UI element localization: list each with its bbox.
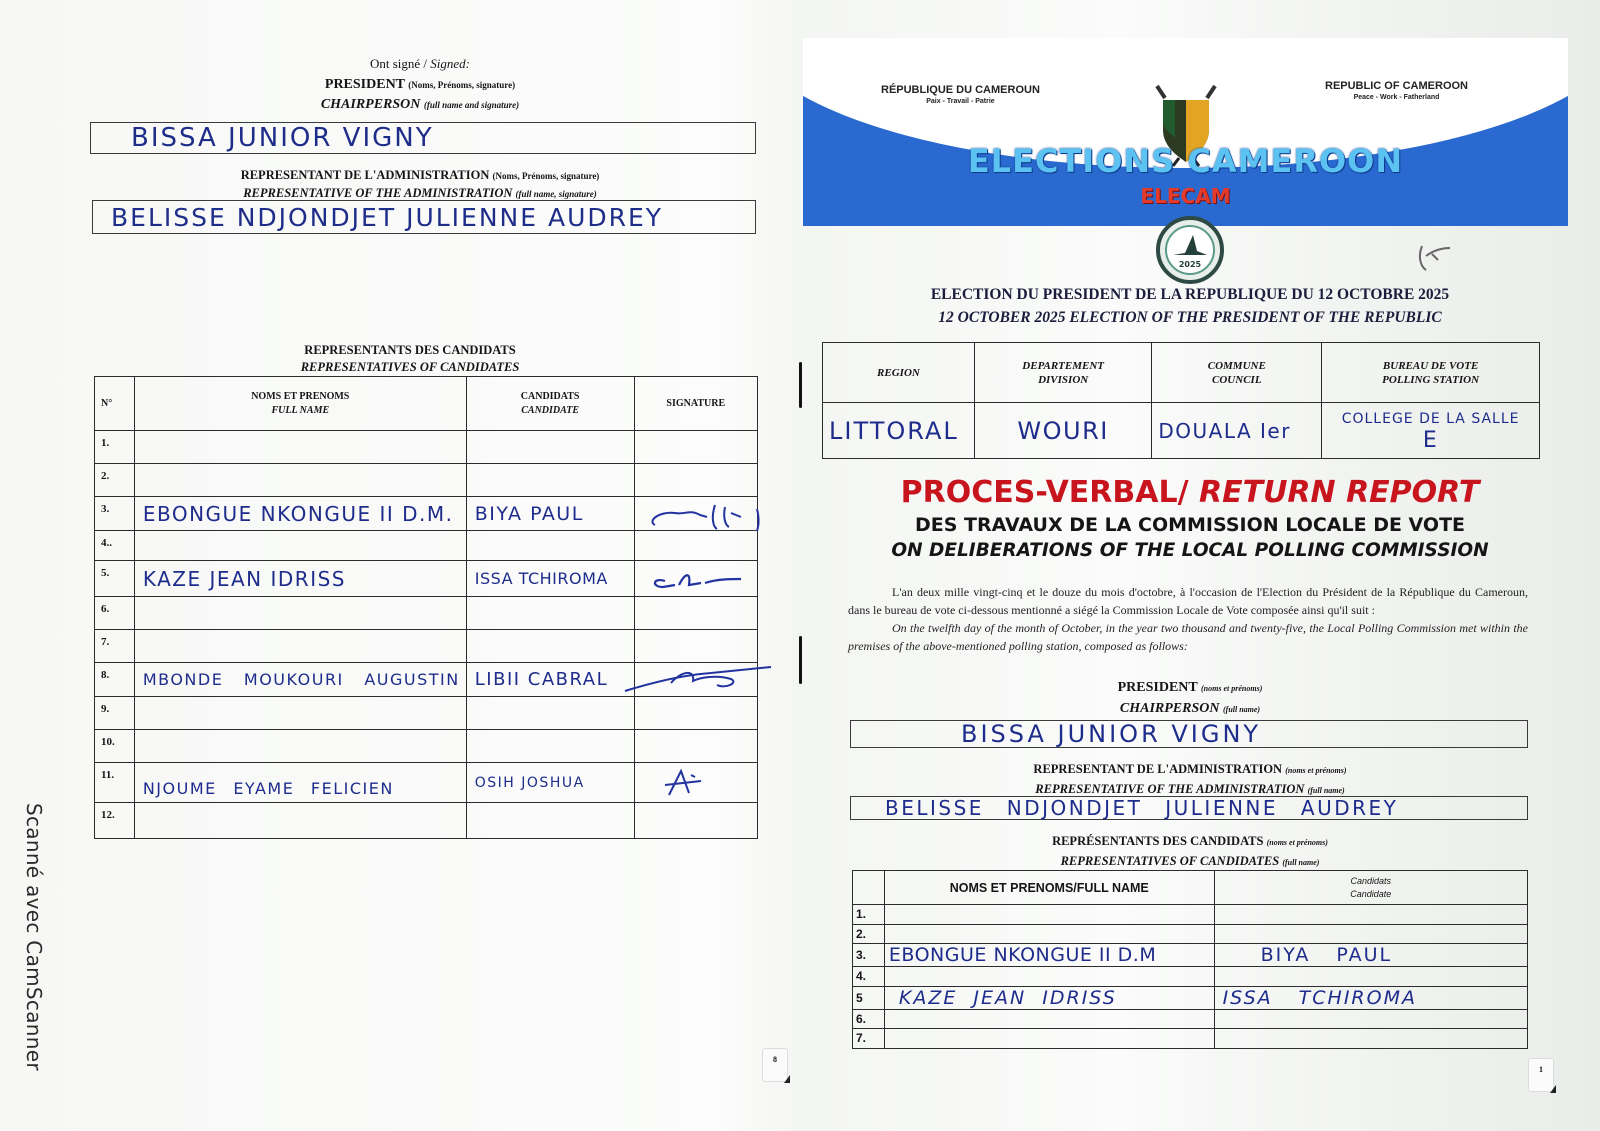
col-num: N° [95,377,135,431]
page-fold-icon [784,1075,790,1083]
candidates-reps-table-right [852,870,1528,1049]
candidate-cell[interactable]: ISSA TCHIROMA [466,561,634,597]
rep-name-cell[interactable] [134,803,466,839]
location-value-row [823,403,1540,459]
admin-name-right: BELISSE NDJONDJET JULIENNE AUDREY [885,796,1399,820]
handwritten-signature-icon [661,767,711,799]
signature-cell[interactable] [634,561,757,597]
table-row [853,967,1528,987]
candidate-cell[interactable] [466,803,634,839]
polling-station-line2: E [1422,427,1439,453]
intro-paragraph [848,583,1528,655]
admin-label-right-en: REPRESENTATIVE OF THE ADMINISTRATION [1035,782,1305,796]
council-value[interactable]: DOUALA Ier [1152,403,1322,459]
col-council-en: COUNCIL [1212,373,1262,386]
table-row [95,630,758,663]
admin-name: BELISSE NDJONDJET JULIENNE AUDREY [111,202,664,232]
candidate-cell[interactable] [1214,967,1527,987]
signature-cell[interactable] [634,803,757,839]
signed-fr: Ont signé / [369,56,428,71]
candidate-cell[interactable] [1214,1009,1527,1029]
report-title [800,475,1580,510]
signature-cell[interactable] [634,630,757,663]
page-number-text: 1 [1539,1065,1543,1074]
rep-name-cell[interactable]: EBONGUE NKONGUE II D.M [884,944,1214,967]
elecam-seal-icon [1155,215,1225,285]
col-polling-en: POLLING STATION [1382,373,1480,386]
col-signature: SIGNATURE [634,377,757,431]
table-row [853,1009,1528,1029]
row-num: 10. [95,730,135,763]
candidates-title-right-en: REPRESENTATIVES OF CANDIDATES [1060,854,1280,868]
motto-fr: Paix - Travail - Patrie [926,98,995,105]
org-name: ELECTIONS CAMEROON [967,142,1404,180]
col-candidate [466,377,634,431]
table-row [853,1029,1528,1049]
chairperson-label-right-text: CHAIRPERSON [1119,701,1220,716]
col-council [1152,343,1322,403]
col-candidate [1214,871,1527,905]
division-value[interactable]: WOURI [974,403,1151,459]
page-number-text: 8 [773,1055,777,1064]
rep-name-cell[interactable]: MBONDE MOUKOURI AUGUSTIN [134,663,466,697]
rep-name-cell[interactable] [884,1009,1214,1029]
seal-year: 2025 [1178,260,1202,269]
row-num: 4. [853,967,885,987]
admin-name-field[interactable] [92,200,756,234]
table-row [853,944,1528,967]
rep-name-cell[interactable] [134,730,466,763]
left-page [50,30,790,1100]
candidate-cell[interactable]: BIYA PAUL [1214,944,1527,967]
candidate-cell[interactable] [466,697,634,730]
col-candidate-en: CANDIDATE [521,404,580,416]
row-num: 6. [853,1009,885,1029]
location-header-row [823,343,1540,403]
rep-name-cell[interactable] [134,464,466,497]
republic-fr-text: RÉPUBLIQUE DU CAMEROUN [881,84,1040,96]
admin-label-right [800,760,1580,800]
candidates-title-right [800,832,1580,872]
rep-name-cell[interactable] [884,905,1214,925]
col-region-fr: REGION [877,366,920,379]
report-title-fr: PROCES-VERBAL/ [900,475,1189,510]
handwritten-signature-icon [621,663,791,695]
row-num: 2. [853,924,885,944]
rep-name-cell[interactable] [134,531,466,561]
location-table [822,342,1540,459]
report-title-en: RETURN REPORT [1199,475,1480,510]
rep-name-cell[interactable]: NJOUME EYAME FELICIEN [134,763,466,803]
chairperson-label-text: CHAIRPERSON [320,97,421,112]
col-candidate-fr: Candidats [1350,875,1392,886]
president-name-right: BISSA JUNIOR VIGNY [961,720,1262,748]
candidate-cell[interactable] [466,730,634,763]
president-name-field[interactable] [90,122,756,154]
col-division [974,343,1151,403]
initial-mark-icon [1412,240,1452,276]
row-num: 5. [95,561,135,597]
row-num: 8. [95,663,135,697]
table-row [95,803,758,839]
col-region [823,343,975,403]
admin-label-fr: REPRESENTANT DE L'ADMINISTRATION [240,168,490,182]
row-num: 7. [95,630,135,663]
rep-name-cell[interactable] [134,597,466,630]
table-row [95,697,758,730]
table-row [95,464,758,497]
rep-name-cell[interactable] [134,697,466,730]
signature-cell[interactable] [634,497,757,531]
admin-label [50,167,790,203]
rep-name-cell[interactable] [884,924,1214,944]
table-row [95,561,758,597]
signature-cell[interactable] [634,531,757,561]
row-num: 7. [853,1029,885,1049]
table-row [95,663,758,697]
signature-cell[interactable] [634,697,757,730]
election-title-en: 12 OCTOBER 2025 ELECTION OF THE PRESIDENT OF THE REPUBLIC [938,309,1442,326]
camscanner-watermark: Scanné avec CamScanner [22,803,46,1071]
table-row [853,924,1528,944]
president-note: (Noms, Prénoms, signature) [408,80,516,90]
report-subtitle-en: ON DELIBERATIONS OF THE LOCAL POLLING COMMISSION [891,540,1489,561]
report-subtitle-fr: DES TRAVAUX DE LA COMMISSION LOCALE DE VOTE [914,514,1466,536]
table-row [95,497,758,531]
candidate-cell[interactable] [1214,905,1527,925]
handwritten-signature-icon [645,501,775,533]
row-num: 11. [95,763,135,803]
admin-name-field-right[interactable] [850,796,1528,820]
admin-label-right-fr: REPRESENTANT DE L'ADMINISTRATION [1033,762,1283,776]
candidates-note-right-fr: (noms et prénoms) [1266,838,1328,847]
org-acronym: ELECAM [1140,184,1231,208]
row-num: 1. [853,905,885,925]
president-name-field-right[interactable] [850,720,1528,748]
president-note-right: (noms et prénoms) [1201,684,1263,693]
intro-fr-text: L'an deux mille vingt-cinq et le douze du mois d'octobre, à l'occasion de l'Election du Président de la République du Cameroun, dans le bureau de vote ci-dessous mentionné a siégé la Commission Locale de Vote composée ainsi qu'il suit : [848,585,1528,617]
polling-station-line1: COLLEGE DE LA SALLE [1341,410,1520,427]
signed-heading [50,56,790,72]
table-row [95,730,758,763]
col-division-fr: DEPARTEMENT [1022,359,1104,372]
candidates-title-right-fr: REPRÉSENTANTS DES CANDIDATS [1052,834,1264,848]
row-num: 12. [95,803,135,839]
polling-station-value[interactable] [1322,403,1540,459]
table-row [853,986,1528,1009]
rep-name-cell[interactable] [884,1029,1214,1049]
candidate-cell[interactable] [1214,1029,1527,1049]
admin-note-fr: (Noms, Prénoms, signature) [492,171,600,181]
signature-cell[interactable] [634,464,757,497]
table-header-row [95,377,758,431]
candidate-cell[interactable] [466,597,634,630]
intro-en-text: On the twelfth day of the month of October, in the year two thousand and twenty-five, the Local Polling Commission met within the premises of the above-mentioned polling station, composed as follows: [848,621,1528,653]
row-num: 3. [95,497,135,531]
admin-label-en: REPRESENTATIVE OF THE ADMINISTRATION [243,186,513,200]
page-number-left [762,1048,788,1082]
col-polling-fr: BUREAU DE VOTE [1382,359,1479,372]
rep-name-cell[interactable] [884,967,1214,987]
col-name-fr: NOMS ET PRENOMS [251,390,350,402]
rep-name-cell[interactable]: KAZE JEAN IDRISS [884,986,1214,1009]
col-council-fr: COMMUNE [1207,359,1266,372]
candidates-title-fr: REPRESENTANTS DES CANDIDATS [304,343,516,357]
candidate-cell[interactable]: BIYA PAUL [466,497,634,531]
rep-name-cell[interactable] [134,431,466,464]
election-title-fr: ELECTION DU PRESIDENT DE LA REPUBLIQUE DU 12 OCTOBRE 2025 [930,286,1450,303]
president-label [50,75,790,115]
row-num: 1. [95,431,135,464]
chairperson-note: (full name and signature) [423,100,520,110]
col-candidate-fr: CANDIDATS [520,390,580,402]
rep-name-cell[interactable] [134,630,466,663]
handwritten-signature-icon [645,565,755,595]
candidate-cell[interactable] [466,464,634,497]
page-number-right [1528,1058,1554,1092]
table-header-row [853,871,1528,905]
row-num: 4.. [95,531,135,561]
page-fold-icon [1550,1085,1556,1093]
admin-note-en: (full name, signature) [515,189,597,199]
signature-cell[interactable] [634,431,757,464]
table-row [853,905,1528,925]
candidate-cell[interactable]: LIBII CABRAL [466,663,634,697]
signature-cell[interactable] [634,663,757,697]
table-row [95,763,758,803]
row-num: 5 [853,986,885,1009]
signature-cell[interactable] [634,730,757,763]
row-num: 3. [853,944,885,967]
table-row [95,597,758,630]
table-row [95,531,758,561]
intro-en [848,619,1528,655]
rep-name-cell[interactable]: EBONGUE NKONGUE II D.M. [134,497,466,531]
col-candidate-en: Candidate [1350,888,1392,899]
motto-en: Peace - Work - Fatherland [1353,94,1440,101]
candidate-cell[interactable] [1214,924,1527,944]
signature-cell[interactable] [634,597,757,630]
rep-name-cell[interactable]: KAZE JEAN IDRISS [134,561,466,597]
candidates-note-right-en: (full name) [1282,858,1320,867]
president-label-right-text: PRESIDENT [1117,680,1198,695]
candidates-reps-table [94,376,758,839]
col-polling-station [1322,343,1540,403]
candidate-cell[interactable] [466,431,634,464]
candidates-title [40,342,780,376]
admin-note-right-en: (full name) [1307,786,1345,795]
republic-fr [881,84,1040,105]
table-row [95,431,758,464]
intro-fr [848,583,1528,619]
admin-note-right-fr: (noms et prénoms) [1285,766,1347,775]
chairperson-note-right: (full name) [1222,705,1261,714]
signed-en: Signed: [430,56,471,71]
candidates-title-en: REPRESENTATIVES OF CANDIDATES [300,360,520,374]
col-full-name: NOMS ET PRENOMS/FULL NAME [884,871,1214,905]
president-label-text: PRESIDENT [324,77,405,92]
region-value[interactable]: LITTORAL [823,403,975,459]
candidate-cell[interactable]: ISSA TCHIROMA [1214,986,1527,1009]
president-name: BISSA JUNIOR VIGNY [131,123,434,153]
president-label-right [800,678,1580,720]
elecam-banner [803,38,1568,226]
candidate-cell[interactable] [466,630,634,663]
row-num: 9. [95,697,135,730]
col-num [853,871,885,905]
candidate-cell[interactable] [466,531,634,561]
republic-en [1325,80,1468,101]
col-division-en: DIVISION [1038,373,1089,386]
republic-en-text: REPUBLIC OF CAMEROON [1325,80,1468,92]
row-num: 2. [95,464,135,497]
col-name-en: FULL NAME [271,404,330,416]
right-page [800,20,1570,1090]
row-num: 6. [95,597,135,630]
candidate-cell[interactable]: OSIH JOSHUA [466,763,634,803]
col-full-name [134,377,466,431]
signature-cell[interactable] [634,763,757,803]
